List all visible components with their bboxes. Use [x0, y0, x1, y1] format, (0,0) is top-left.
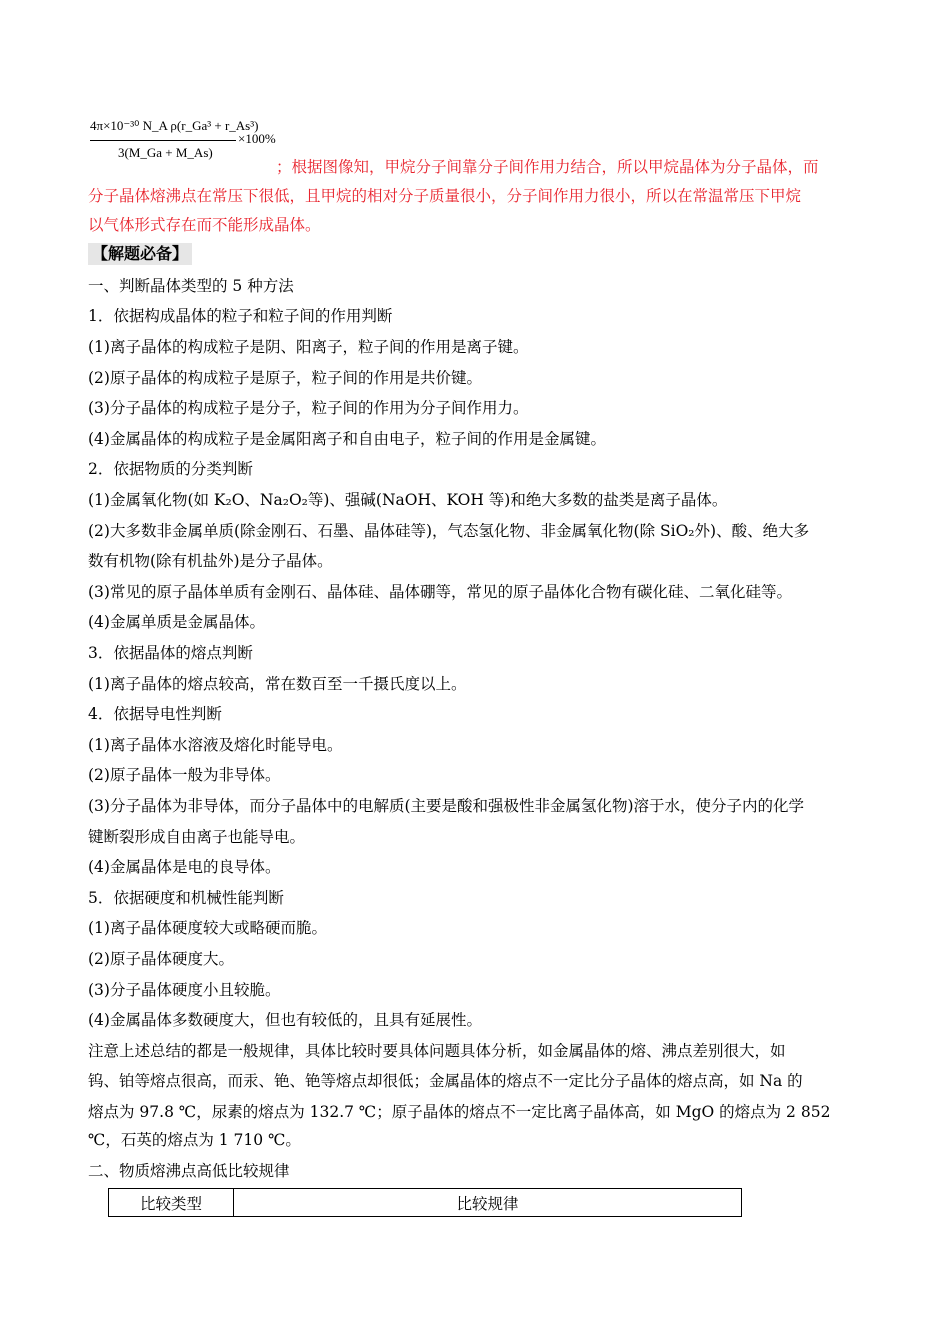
- text-line: 数有机物(除有机盐外)是分子晶体。: [88, 552, 333, 570]
- text-line: 钨、铂等熔点很高，而汞、铯、铯等熔点却很低；金属晶体的熔点不一定比分子晶体的熔点高，如 Na 的: [88, 1072, 803, 1090]
- text-line: 3．依据晶体的熔点判断: [88, 644, 253, 662]
- text-line: (1)金属氧化物(如 K₂O、Na₂O₂等)、强碱(NaOH、KOH 等)和绝大多数的盐类是离子晶体。: [88, 491, 728, 509]
- text-line: (3)常见的原子晶体单质有金刚石、晶体硅、晶体硼等，常见的原子晶体化合物有碳化硅、二氧化硅等。: [88, 583, 792, 601]
- text-line: (1)离子晶体硬度较大或略硬而脆。: [88, 919, 327, 937]
- text-line: (4)金属单质是金属晶体。: [88, 613, 265, 631]
- text-line: (3)分子晶体的构成粒子是分子，粒子间的作用为分子间作用力。: [88, 399, 529, 417]
- text-line: 键断裂形成自由离子也能导电。: [88, 828, 306, 846]
- text-line: (2)原子晶体一般为非导体。: [88, 766, 281, 784]
- answer-line-2: 分子晶体熔沸点在常压下很低，且甲烷的相对分子质量很小，分子间作用力很小，所以在常温常压下甲烷: [88, 187, 802, 205]
- text-line: 一、判断晶体类型的 5 种方法: [88, 277, 294, 295]
- formula: [88, 118, 278, 174]
- text-line: 4．依据导电性判断: [88, 705, 222, 723]
- text-line: (2)原子晶体的构成粒子是原子，粒子间的作用是共价键。: [88, 369, 482, 387]
- text-line: (3)分子晶体为非导体，而分子晶体中的电解质(主要是酸和强极性非金属氢化物)溶于水，使分子内的化学: [88, 797, 805, 815]
- formula-denominator: 3(M_Ga + M_As): [118, 145, 213, 160]
- text-line: 5．依据硬度和机械性能判断: [88, 889, 284, 907]
- text-line: (4)金属晶体多数硬度大，但也有较低的，且具有延展性。: [88, 1011, 482, 1029]
- text-line: (1)离子晶体水溶液及熔化时能导电。: [88, 736, 343, 754]
- table-header-cell: 比较类型: [109, 1189, 234, 1217]
- answer-line-1: ；根据图像知，甲烷分子间靠分子间作用力结合，所以甲烷晶体为分子晶体，而: [276, 158, 819, 176]
- text-line: 2．依据物质的分类判断: [88, 460, 253, 478]
- comparison-table: [108, 1188, 742, 1217]
- text-line: 1．依据构成晶体的粒子和粒子间的作用判断: [88, 307, 393, 325]
- table-header-row: [109, 1189, 742, 1217]
- answer-line-3: 以气体形式存在而不能形成晶体。: [88, 216, 321, 234]
- formula-suffix: ×100%: [238, 131, 276, 146]
- text-line: 二、物质熔沸点高低比较规律: [88, 1162, 290, 1180]
- fraction-bar: [90, 140, 236, 141]
- text-line: (4)金属晶体的构成粒子是金属阳离子和自由电子，粒子间的作用是金属键。: [88, 430, 606, 448]
- table-header-cell: 比较规律: [234, 1189, 742, 1217]
- text-line: (4)金属晶体是电的良导体。: [88, 858, 281, 876]
- text-line: (3)分子晶体硬度小且较脆。: [88, 981, 281, 999]
- text-line: (2)原子晶体硬度大。: [88, 950, 234, 968]
- text-line: ℃，石英的熔点为 1 710 ℃。: [88, 1131, 301, 1149]
- text-line: (1)离子晶体的构成粒子是阴、阳离子，粒子间的作用是离子键。: [88, 338, 529, 356]
- formula-numerator: 4π×10⁻³⁰ N_A ρ(r_Ga³ + r_As³): [90, 118, 259, 133]
- text-line: (1)离子晶体的熔点较高，常在数百至一千摄氏度以上。: [88, 675, 467, 693]
- text-line: 熔点为 97.8 ℃，尿素的熔点为 132.7 ℃；原子晶体的熔点不一定比离子晶体高，如 MgO 的熔点为 2 852: [88, 1103, 831, 1121]
- section-heading: 【解题必备】: [88, 243, 192, 265]
- text-line: (2)大多数非金属单质(除金刚石、石墨、晶体硅等)，气态氢化物、非金属氧化物(除 SiO₂外)、酸、绝大多: [88, 522, 810, 540]
- text-line: 注意上述总结的都是一般规律，具体比较时要具体问题具体分析，如金属晶体的熔、沸点差别很大，如: [88, 1042, 786, 1060]
